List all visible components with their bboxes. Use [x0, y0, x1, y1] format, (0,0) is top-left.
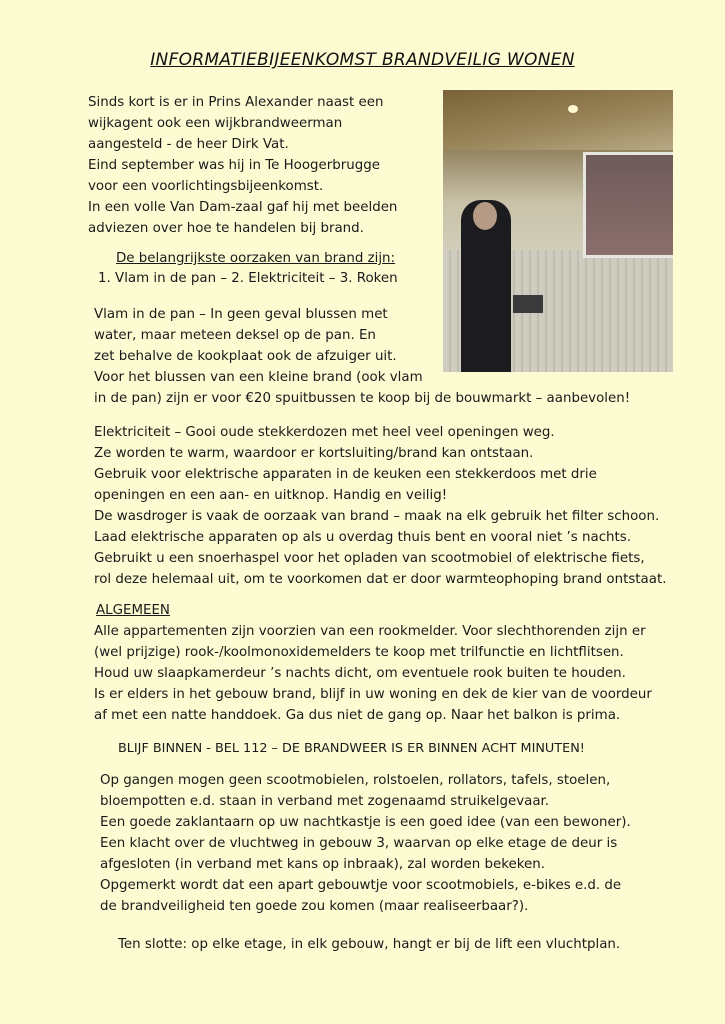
closing-line: Ten slotte: op elke etage, in elk gebouw, hangt er bij de lift een vluchtplan. [118, 937, 621, 952]
gangen-line: Op gangen mogen geen scootmobielen, rolstoelen, rollators, tafels, stoelen, [100, 773, 611, 788]
algemeen-line: af met een natte handdoek. Ga dus niet de gang op. Naar het balkon is prima. [94, 708, 621, 723]
elektriciteit-line: Ze worden te warm, waardoor er kortsluiting/brand kan ontstaan. [94, 446, 534, 461]
elektriciteit-line: Gebruik voor elektrische apparaten in de keuken een stekkerdoos met drie [94, 467, 597, 482]
gangen-line: de brandveiligheid ten goede zou komen (maar realiseerbaar?). [100, 899, 529, 914]
intro-line: wijkagent ook een wijkbrandweerman [88, 116, 343, 131]
photo-laptop [513, 295, 543, 313]
elektriciteit-line: De wasdroger is vaak de oorzaak van brand – maak na elk gebruik het filter schoon. [94, 509, 660, 524]
intro-line: aangesteld - de heer Dirk Vat. [88, 137, 289, 152]
algemeen-line: (wel prijzige) rook-/koolmonoxidemelders te koop met trilfunctie en lichtflitsen. [94, 645, 624, 660]
gangen-line: Een goede zaklantaarn op uw nachtkastje is een goed idee (van een bewoner). [100, 815, 631, 830]
intro-line: adviezen over hoe te handelen bij brand. [88, 221, 364, 236]
elektriciteit-line: Gebruikt u een snoerhaspel voor het opladen van scootmobiel of elektrische fiets, [94, 551, 645, 566]
algemeen-heading: ALGEMEEN [96, 603, 170, 618]
page-title: INFORMATIEBIJEENKOMST BRANDVEILIG WONEN [150, 50, 575, 70]
causes-list: 1. Vlam in de pan – 2. Elektriciteit – 3. Roken [98, 271, 398, 286]
gangen-line: bloempotten e.d. staan in verband met zogenaamd struikelgevaar. [100, 794, 550, 809]
intro-line: In een volle Van Dam-zaal gaf hij met beelden [88, 200, 398, 215]
algemeen-line: Houd uw slaapkamerdeur ’s nachts dicht, om eventuele rook buiten te houden. [94, 666, 626, 681]
gangen-line: Opgemerkt wordt dat een apart gebouwtje voor scootmobiels, e-bikes e.d. de [100, 878, 622, 893]
elektriciteit-line: Laad elektrische apparaten op als u overdag thuis bent en vooral niet ’s nachts. [94, 530, 632, 545]
photo-speaker-head [473, 202, 497, 230]
vlam-line: Vlam in de pan – In geen geval blussen met [94, 307, 388, 322]
photo-projection-screen [583, 152, 673, 258]
vlam-line: Voor het blussen van een kleine brand (ook vlam [94, 370, 423, 385]
vlam-line: water, maar meteen deksel op de pan. En [94, 328, 376, 343]
presentation-photo [443, 90, 673, 372]
algemeen-line: Alle appartementen zijn voorzien van een rookmelder. Voor slechthorenden zijn er [94, 624, 646, 639]
algemeen-line: Is er elders in het gebouw brand, blijf in uw woning en dek de kier van de voordeur [94, 687, 652, 702]
intro-line: Eind september was hij in Te Hoogerbrugge [88, 158, 381, 173]
elektriciteit-line: Elektriciteit – Gooi oude stekkerdozen met heel veel openingen weg. [94, 425, 555, 440]
gangen-line: afgesloten (in verband met kans op inbraak), zal worden bekeken. [100, 857, 546, 872]
intro-line: Sinds kort is er in Prins Alexander naast een [88, 95, 384, 110]
photo-ceiling [443, 90, 673, 150]
emergency-notice: BLIJF BINNEN - BEL 112 – DE BRANDWEER IS ER BINNEN ACHT MINUTEN! [118, 741, 585, 756]
causes-heading: De belangrijkste oorzaken van brand zijn: [116, 251, 396, 266]
elektriciteit-line: rol deze helemaal uit, om te voorkomen dat er door warmteophoping brand ontstaat. [94, 572, 667, 587]
elektriciteit-line: openingen en een aan- en uitknop. Handig en veilig! [94, 488, 448, 503]
vlam-line: in de pan) zijn er voor €20 spuitbussen te koop bij de bouwmarkt – aanbevolen! [94, 391, 631, 406]
vlam-line: zet behalve de kookplaat ook de afzuiger uit. [94, 349, 397, 364]
intro-line: voor een voorlichtingsbijeenkomst. [88, 179, 324, 194]
gangen-line: Een klacht over de vluchtweg in gebouw 3, waarvan op elke etage de deur is [100, 836, 618, 851]
photo-ceiling-light [568, 105, 578, 113]
